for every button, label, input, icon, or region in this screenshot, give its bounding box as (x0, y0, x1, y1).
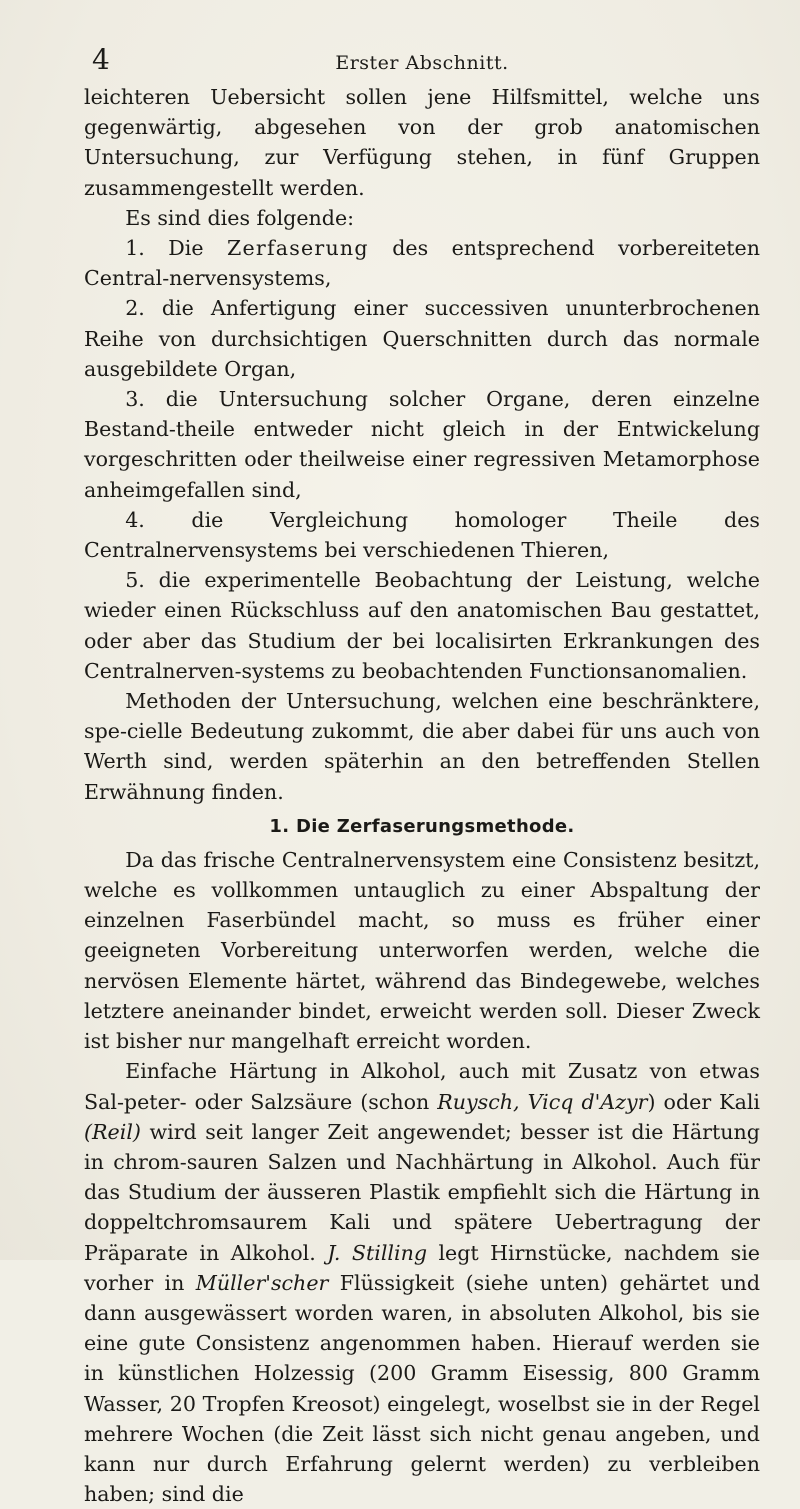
list-item-text: des entsprechend vorbereiteten Central-nervensystems, (84, 236, 760, 291)
paragraph-text: Einfache Härtung in Alkohol, auch mit Zusatz von etwas Sal-peter- oder Salzsäure (schon (84, 1059, 760, 1114)
list-item-5: 5. die experimentelle Beobachtung der Leistung, welche wieder einen Rückschluss auf den anatomischen Bau gestattet, oder aber das Studium der bei localisirten Erkrankungen des Centralnerven-systems zu beobachtenden Functionsanomalien. (84, 568, 760, 683)
paragraph-text: ) oder Kali (647, 1089, 761, 1114)
author-name: J. Stilling (327, 1240, 428, 1265)
paragraph-text: legt Hirnstücke, nachdem sie vorher in (84, 1240, 760, 1295)
paragraph-1: Da das frische Centralnervensystem eine Consistenz besitzt, welche es vollkommen untauglich zu einer Abspaltung der einzelnen Faserbündel macht, so muss es früher einer geeigneten Vorbereitung unterworfen werden, welche die nervösen Elemente härtet, während das Bindegewebe, welches letztere aneinander bindet, erweicht werden soll. Dieser Zweck ist bisher nur mangelhaft erreicht worden. (84, 847, 760, 1054)
list-item-3: 3. die Untersuchung solcher Organe, deren einzelne Bestand-theile entweder nicht gleich in der Entwickelung vorgeschritten oder theilweise einer regressiven Metamorphose anheimgefallen sind, (84, 387, 760, 502)
list-item-prefix: 1. Die (125, 236, 227, 261)
section-heading: 1. Die Zerfaserungsmethode. (269, 815, 575, 837)
methods-paragraph: Methoden der Untersuchung, welchen eine beschränktere, spe-cielle Bedeutung zukommt, die aber dabei für uns auch von Werth sind, werden späterhin an den betreffenden Stellen Erwähnung finden. (84, 689, 760, 804)
page-header (84, 38, 760, 78)
paragraph-2 (84, 1056, 760, 1509)
list-lead: Es sind dies folgende: (125, 205, 355, 230)
body-text (84, 82, 760, 1509)
author-name: (Reil) (84, 1119, 141, 1144)
author-names: Ruysch, Vicq d'Azyr (437, 1089, 648, 1114)
list-item-1 (84, 233, 760, 293)
paragraph-text: Flüssigkeit (siehe unten) gehärtet und dann ausgewässert worden waren, in absoluten Alkohol, bis sie eine gute Consistenz angenommen haben. Hierauf werden sie in künstlichen Holzessig (200 Gramm Eisessig, 800 Gramm Wasser, 20 Tropfen Kreosot) eingelegt, woselbst sie in der Regel mehrere Wochen (die Zeit lässt sich nicht genau angeben, und kann nur durch Erfahrung gelernt werden) zu verbleiben haben; sind die (84, 1270, 760, 1507)
list-item-4: 4. die Vergleichung homologer Theile des Centralnervensystems bei verschiedenen Thieren, (84, 507, 760, 563)
emphasized-term: Zerfaserung (227, 236, 369, 261)
paragraph-text: wird seit langer Zeit angewendet; besser ist die Härtung in chrom-sauren Salzen und Nachhärtung in Alkohol. Auch für das Studium der äusseren Plastik empfiehlt sich die Härtung in doppeltchromsaurem Kali und spätere Uebertragung der Präparate in Alkohol. (84, 1119, 760, 1265)
author-name: Müller'scher (195, 1270, 329, 1295)
intro-paragraph: leichteren Uebersicht sollen jene Hilfsmittel, welche uns gegenwärtig, abgesehen von der grob anatomischen Untersuchung, zur Verfügung stehen, in fünf Gruppen zusammengestellt werden. (84, 85, 760, 200)
list-item-2: 2. die Anfertigung einer successiven ununterbrochenen Reihe von durchsichtigen Querschnitten durch das normale ausgebildete Organ, (84, 296, 760, 381)
running-head: Erster Abschnitt. (335, 52, 509, 74)
page-number: 4 (92, 43, 110, 76)
